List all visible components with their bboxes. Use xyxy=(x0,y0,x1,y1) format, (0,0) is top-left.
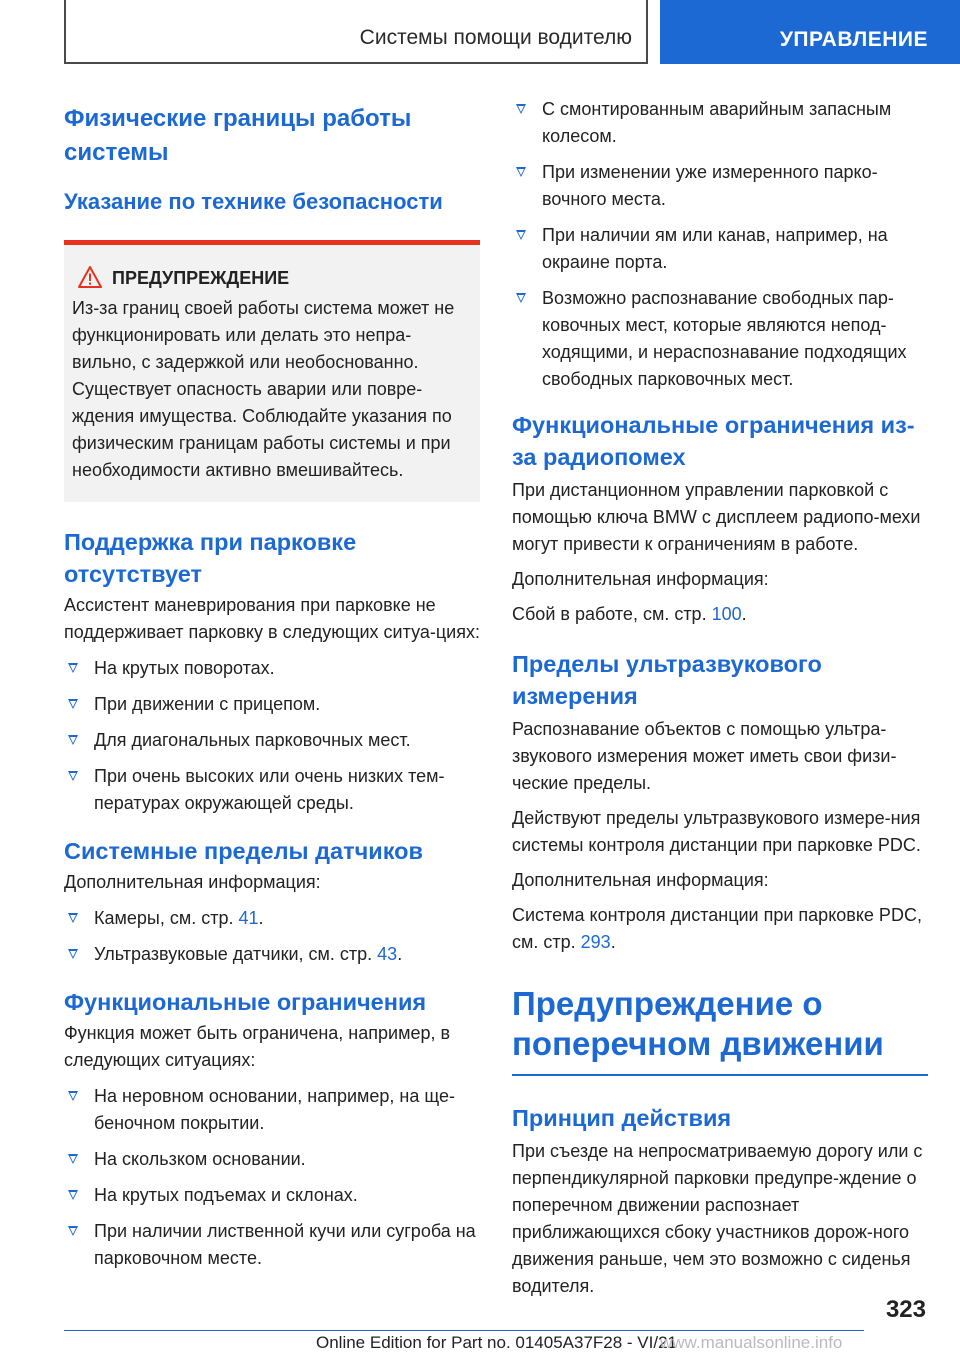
principle-text: При съезде на непросматриваемую дорогу или с перпендикулярной парковки предупре-ждение о поперечном движении распознает приближающихся сбоку участников дорож-ного движения раньше, чем это возможно с сиденья водителя. xyxy=(512,1141,923,1296)
triangle-bullet-icon xyxy=(68,663,78,673)
warning-triangle-icon xyxy=(78,266,102,288)
sensor-limits-intro: Дополнительная информация: xyxy=(64,872,321,892)
triangle-bullet-icon xyxy=(68,1190,78,1200)
ultrasonic-more-info: Дополнительная информация: xyxy=(512,870,769,890)
section-title-ultrasonic-limits: Пределы ультразвукового измерения xyxy=(512,651,822,709)
list-item: Возможно распознавание свободных пар-ковочных мест, которые являются непод-ходящими, и нераспознавание подходящих свободных парковочных мест. xyxy=(512,285,928,393)
section-divider xyxy=(512,1074,928,1076)
triangle-bullet-icon xyxy=(516,293,526,303)
warning-text: Из-за границ своей работы система может не функционировать или делать это непра-вильно, с задержкой или необоснованно. Существует опасность аварии или повре-ждения имущества. Соблюдайте указания по физическим границам работы системы и при необходимости активно вмешивайтесь. xyxy=(72,298,455,480)
triangle-bullet-icon xyxy=(68,913,78,923)
ultrasonic-limits-text: Распознавание объектов с помощью ультра-звукового измерения может иметь свои физи-ческие пределы. xyxy=(512,719,897,793)
radio-interference-text: При дистанционном управлении парковкой с помощью ключа BMW с дисплеем радиопо-мехи могут привести к ограничениям в работе. xyxy=(512,480,921,554)
radio-interference-more-info: Дополнительная информация: xyxy=(512,569,769,589)
triangle-bullet-icon xyxy=(68,699,78,709)
section-title-physical-limits: Физические границы работы системы xyxy=(64,105,412,166)
right-column xyxy=(512,96,928,1300)
warning-title-text: ПРЕДУПРЕЖДЕНИЕ xyxy=(112,268,290,288)
footer-divider xyxy=(64,1330,864,1331)
header-section-box xyxy=(64,0,648,64)
page-link-293[interactable]: 293 xyxy=(580,932,611,952)
list-item: На крутых поворотах. xyxy=(64,655,480,682)
triangle-bullet-icon xyxy=(68,735,78,745)
header-section-title: Системы помощи водителю xyxy=(359,26,632,49)
list-item: Камеры, см. стр. 41. xyxy=(64,905,480,932)
triangle-bullet-icon xyxy=(68,1226,78,1236)
list-item: При движении с прицепом. xyxy=(64,691,480,718)
triangle-bullet-icon xyxy=(68,1154,78,1164)
section-title-radio-interference: Функциональные ограничения из-за радиопомех xyxy=(512,412,915,470)
triangle-bullet-icon xyxy=(516,104,526,114)
list-item: Для диагональных парковочных мест. xyxy=(64,727,480,754)
no-support-intro: Ассистент маневрирования при парковке не поддерживает парковку в следующих ситуа-циях: xyxy=(64,595,480,642)
ultrasonic-pdc-text: Действуют пределы ультразвукового измере-ния системы контроля дистанции при парковке PDC. xyxy=(512,808,921,855)
subtitle-safety: Указание по технике безопасности xyxy=(64,189,443,214)
list-item: При очень высоких или очень низких тем-пературах окружающей среды. xyxy=(64,763,480,817)
header-chapter-title: УПРАВЛЕНИЕ xyxy=(779,28,928,51)
page-link-41[interactable]: 41 xyxy=(238,908,259,928)
page-number: 323 xyxy=(885,1296,926,1323)
list-item: На неровном основании, например, на ще-беночном покрытии. xyxy=(64,1083,480,1137)
radio-interference-ref: Сбой в работе, см. стр. 100. xyxy=(512,604,747,624)
triangle-bullet-icon xyxy=(68,949,78,959)
triangle-bullet-icon xyxy=(68,771,78,781)
sensor-limits-list xyxy=(64,905,480,968)
header-chapter-box xyxy=(660,0,960,64)
list-item: На крутых подъемах и склонах. xyxy=(64,1182,480,1209)
list-item: На скользком основании. xyxy=(64,1146,480,1173)
triangle-bullet-icon xyxy=(516,230,526,240)
triangle-bullet-icon xyxy=(516,167,526,177)
warning-title xyxy=(72,265,470,291)
list-item: При наличии лиственной кучи или сугроба на парковочном месте. xyxy=(64,1218,480,1272)
footer-edition: Online Edition for Part no. 01405A37F28 - VI/21 xyxy=(316,1333,678,1352)
page-link-43[interactable]: 43 xyxy=(377,944,398,964)
functional-limits-list xyxy=(64,1083,480,1272)
watermark: www.manualsonline.info xyxy=(660,1333,843,1352)
functional-limits-intro: Функция может быть ограничена, например, в следующих ситуациях: xyxy=(64,1023,451,1070)
list-item: При изменении уже измеренного парко-вочного места. xyxy=(512,159,928,213)
ultrasonic-ref: Система контроля дистанции при парковке PDC, см. стр. 293. xyxy=(512,905,922,952)
limits-continued-list xyxy=(512,96,928,393)
warning-box xyxy=(64,240,480,502)
no-support-list xyxy=(64,655,480,817)
section-title-sensor-limits: Системные пределы датчиков xyxy=(64,838,423,864)
section-title-no-support: Поддержка при парковке отсутствует xyxy=(64,529,357,587)
list-item: С смонтированным аварийным запасным колесом. xyxy=(512,96,928,150)
section-title-cross-traffic: Предупреждение о поперечном движении xyxy=(512,985,884,1062)
triangle-bullet-icon xyxy=(68,1091,78,1101)
left-column xyxy=(64,102,480,1272)
list-item: При наличии ям или канав, например, на окраине порта. xyxy=(512,222,928,276)
section-title-functional-limits: Функциональные ограничения xyxy=(64,989,427,1015)
subtitle-principle: Принцип действия xyxy=(512,1105,732,1131)
list-item: Ультразвуковые датчики, см. стр. 43. xyxy=(64,941,480,968)
page-link-100[interactable]: 100 xyxy=(711,604,742,624)
